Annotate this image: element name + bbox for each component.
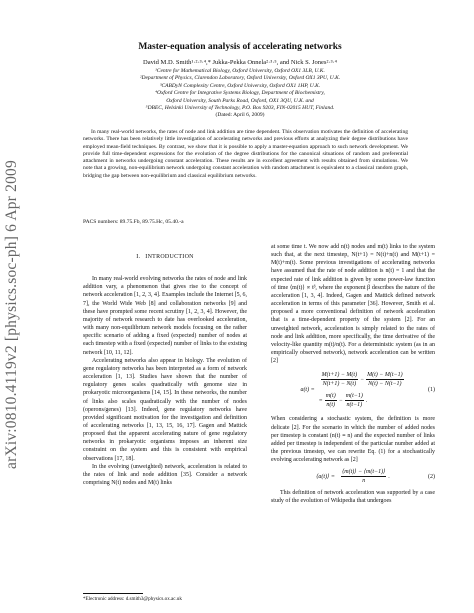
affiliation-line: ¹Centre for Mathematical Biology, Oxford University, Oxford OX1 3LB, U.K.: [155, 68, 325, 74]
pacs-numbers: PACS numbers: 89.75.Fb, 89.75.Hc, 05.40.-a: [83, 219, 184, 225]
body-paragraph: Accelerating networks also appear in biology. The evolution of gene regulatory networks has been interpreted as a form of network acceleration [1, 13]. Studies have shown that the number of regulatory genes scales quadratically with genome size in prokaryotic microorganisms [14, 15]. In these networks, the number of links also scales quadratically with the number of nodes (operons/genes) [13]. Indeed, gene regulatory networks have provided significant motivation for the investigation and definition of accelerating networks [1, 13, 15, 16, 17]. Gagen and Mattick proposed that the apparent accelerating nature of gene regulatory networks in prokaryotic organisms imposes an inherent size constraint on the system and this is consistent with empirical observations [17, 18].: [83, 357, 247, 462]
period: .: [365, 397, 368, 404]
dated-line: (Dated: April 6, 2009): [215, 112, 265, 119]
fraction-numerator: ⟨m(t)⟩ − ⟨m(t−1)⟩: [341, 469, 386, 476]
equation-number: (1): [428, 387, 435, 394]
body-paragraph: This definition of network acceleration was supported by a case study of the evolution of Wikipedia that undergoes: [271, 490, 435, 505]
fraction-denominator: n: [362, 478, 366, 485]
equation-lhs: ⟨a(t)⟩ =: [316, 473, 335, 480]
abstract: In many real-world networks, the rates of node and link addition are time dependent. This observation motivates the definition of accelerating networks. There has been relatively little investigation of accelerating networks and previous efforts at analyzing their degree distributions have employed mean-field techniques. By contrast, we show that it is possible to apply a master-equation approach to such network development. We provide full time-dependent expressions for the evolution of the degree distributions for the canonical situations of random and preferential attachment in networks undergoing constant acceleration. These results are in excellent agreement with results obtained from simulations. We note that a growing, non-equilibrium network undergoing constant acceleration with random attachment is equivalent to a classical random graph, bridging the gap between non-equilibrium and classical equilibrium networks.: [83, 129, 408, 179]
fraction: [341, 468, 386, 485]
period: .: [388, 473, 390, 480]
author-list: David M.D. Smith¹·²·³·⁴,* Jukka-Pekka Onnela²·³·⁵, and Nick S. Jones²·³·⁴: [143, 59, 337, 66]
footnote: *Electronic address: d.smith3@physics.ox.ac.uk: [83, 596, 182, 602]
fraction: [366, 371, 403, 388]
equation-rows: [319, 369, 406, 411]
body-paragraph: In many real-world evolving networks the rates of node and link addition vary, a phenomenon that gives rise to the concept of network acceleration [1, 2, 3, 4]. Examples include the Internet [5, 6, 7], the World Wide Web [8] and collaboration networks [9] and these have prompted some recent scrutiny [1, 2, 3, 4]. However, the majority of network research to date has overlooked acceleration, with many non-equilibrium network models focusing on the rather specific scenario of adding a fixed (expected) number of nodes at each timestep with a fixed (expected) number of links to the existing network [10, 11, 12].: [83, 276, 247, 356]
equation-1: [271, 369, 435, 411]
fraction-denominator: n(t−1): [346, 402, 363, 409]
equation-row: [319, 392, 368, 409]
affiliation-line: ⁵DBEC, Helsinki University of Technology, P.O. Box 9203, FIN-02015 HUT, Finland.: [145, 105, 335, 112]
body-paragraph: at some time t. We now add n(t) nodes and m(t) links to the system such that, at the next timestep, N(t+1) = N(t)+n(t) and M(t+1) = M(t)+m(t). Some previous investigations of accelerating networks have assumed that the rate of node addition is n(t) = 1 and that the expected rate of link addition is given by some power-law function of time ⟨m(t)⟩ ∝ tᵝ, where the exponent β describes the nature of the acceleration [1, 3, 4]. Indeed, Gagen and Mattick defined network acceleration in terms of this parameter [36]. However, Smith et al. proposed a more conventional definition of network acceleration that is a time-dependent property of the system [2]. For an unweighted network, acceleration is simply related to the rates of node and link addition, more specifically, the time derivative of the velocity-like quantity m(t)/n(t). For a deterministic system (as in an empirically observed network), network acceleration can be written [2]: [271, 244, 435, 365]
left-column: [83, 243, 247, 487]
fraction: [321, 371, 358, 388]
affiliation-line: ²Department of Physics, Clarendon Laboratory, Oxford University, Oxford OX1 3PU, U.K.: [139, 75, 341, 82]
arxiv-identifier-stamp: arXiv:0810.4119v2 [physics.soc-ph] 6 Apr 2009: [3, 160, 20, 470]
section-number: I.: [136, 254, 141, 260]
fraction-numerator: M(t) − M(t−1): [367, 372, 403, 379]
body-paragraph: In the evolving (unweighted) network, acceleration is related to the rates of link and node addition [35]. Consider a network comprising N(t) nodes and M(t) links: [83, 463, 247, 487]
affiliation-line: Oxford University, South Parks Road, Oxford, OX1 3QU, U.K. and: [166, 97, 314, 104]
equation-lhs: a(t) =: [300, 387, 315, 394]
paper-title: Master-equation analysis of accelerating networks: [138, 42, 342, 52]
fraction-numerator: M(t+1) − M(t): [321, 372, 358, 379]
fraction-numerator: m(t−1): [345, 393, 363, 400]
right-column: [271, 243, 435, 506]
fraction-numerator: m(t): [325, 393, 336, 400]
fraction: [325, 392, 337, 409]
section-heading: [83, 253, 247, 261]
equation-2: [271, 468, 435, 485]
affiliation-line: ⁴Oxford Centre for Integrative Systems Biology, Department of Biochemistry,: [155, 90, 325, 97]
equation-number: (2): [428, 473, 435, 480]
fraction-denominator: N(t) − N(t−1): [368, 381, 402, 388]
body-paragraph: When considering a stochastic system, the definition is more delicate [2]. For the scenario in which the number of added nodes per timestep is constant (n(t) ≡ n) and the expected number of links added per timestep is independent of the particular number added at the previous timestep, we can rewrite Eq. (1) for a stochastically evolving accelerating network as [2]: [271, 416, 435, 464]
section-title: INTRODUCTION: [145, 254, 194, 260]
minus-sign: −: [360, 376, 365, 383]
affiliation-line: ³CABDyN Complexity Centre, Oxford University, Oxford OX1 1HP, U.K.: [159, 82, 321, 89]
minus-sign: −: [338, 397, 343, 404]
affiliations: [40, 68, 440, 120]
footnote-rule: [83, 593, 143, 594]
equation-row: [319, 371, 406, 388]
fraction: [345, 392, 364, 409]
equals-sign: =: [318, 397, 323, 404]
fraction-denominator: N(t+1) − N(t): [322, 381, 357, 388]
fraction-denominator: n(t): [326, 402, 336, 409]
